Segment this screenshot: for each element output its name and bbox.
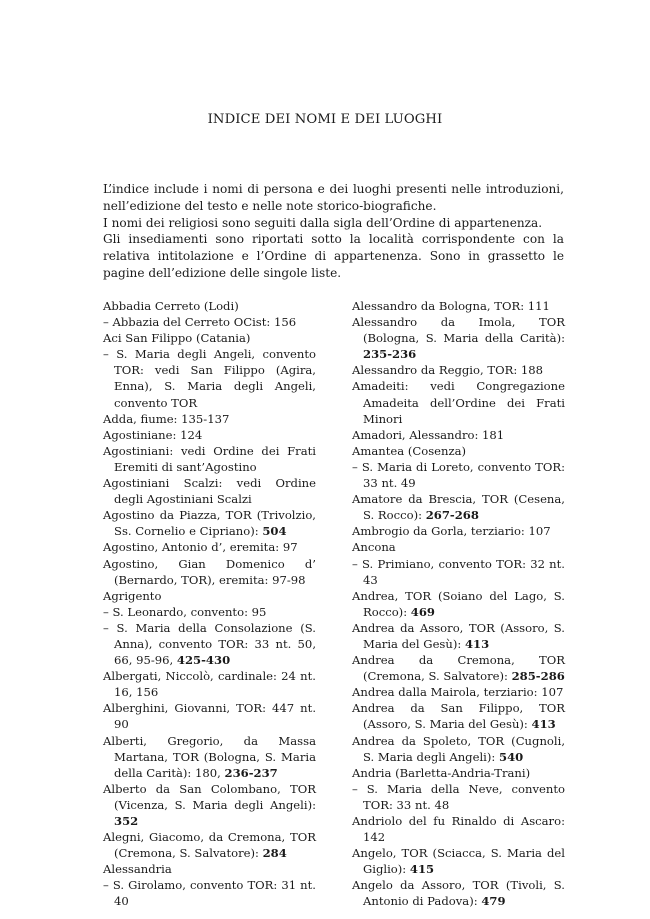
index-entry	[103, 346, 316, 410]
index-entry	[352, 314, 565, 362]
intro-text	[103, 181, 564, 282]
index-entry	[352, 813, 565, 845]
index-entry	[103, 604, 316, 620]
entry-text: Amadori, Alessandro: 181	[352, 427, 505, 442]
index-entry	[352, 765, 565, 781]
entry-text: Agostiniane: 124	[103, 427, 203, 442]
entry-text: Alegni, Giacomo, da Cremona, TOR (Cremona, S. Salvatore):	[103, 830, 316, 861]
index-entry	[352, 362, 565, 378]
entry-text: Amatore da Brescia, TOR (Cesena, S. Rocco):	[352, 492, 565, 523]
entry-edition-pages: 504	[262, 524, 287, 539]
entry-text: Alessandro da Bologna, TOR: 111	[352, 299, 550, 313]
intro-paragraph: Gli insediamenti sono riportati sotto la località corrispondente con la relativa intitolazione e l’Ordine di appartenenza. Sono in grassetto le pagine dell’edizione delle singole liste.	[103, 232, 564, 280]
index-entry	[103, 588, 316, 604]
entry-text: – S. Girolamo, convento TOR: 31 nt. 40	[103, 878, 316, 909]
entry-text: Andriolo del fu Rinaldo di Ascaro: 142	[352, 814, 565, 845]
entry-text: Alberghini, Giovanni, TOR: 447 nt. 90	[103, 701, 316, 732]
index-column-left	[103, 298, 316, 910]
index-entry	[352, 733, 565, 765]
index-entry	[103, 620, 316, 668]
entry-text: Agostiniani Scalzi: vedi Ordine degli Agostiniani Scalzi	[103, 476, 316, 507]
index-entry	[103, 427, 316, 443]
index-entry	[352, 700, 565, 732]
index-entry	[352, 427, 565, 443]
index-entry	[352, 556, 565, 588]
index-entry	[352, 523, 565, 539]
index-entry	[103, 668, 316, 700]
entry-text: – S. Maria di Loreto, convento TOR: 33 nt. 49	[352, 459, 565, 491]
index-entry	[103, 314, 316, 330]
index-column-right	[352, 298, 565, 910]
index-entry	[103, 700, 316, 732]
entry-text: – S. Leonardo, convento: 95	[103, 604, 267, 619]
entry-text: Andrea da San Filippo, TOR (Assoro, S. Maria del Gesù):	[352, 701, 565, 732]
entry-text: Agostino da Piazza, TOR (Trivolzio, Ss. Cornelio e Cipriano):	[103, 508, 316, 539]
index-entry	[103, 539, 316, 555]
index-entry	[103, 475, 316, 507]
entry-text: Andrea, TOR (Soiano del Lago, S. Rocco):	[352, 588, 565, 619]
entry-edition-pages: 285-286	[511, 669, 565, 684]
index-entry	[352, 443, 565, 459]
entry-text: Alessandro da Imola, TOR (Bologna, S. Maria della Carità):	[352, 315, 565, 346]
entry-text: Angelo, TOR (Sciacca, S. Maria del Giglio):	[352, 846, 565, 877]
entry-text: Albergati, Niccolò, cardinale: 24 nt. 16, 156	[103, 669, 316, 700]
entry-text: Agrigento	[103, 588, 162, 603]
entry-text: Alessandro da Reggio, TOR: 188	[352, 363, 544, 378]
entry-text: Andrea da Cremona, TOR (Cremona, S. Salvatore):	[352, 653, 565, 684]
index-entry	[103, 556, 316, 588]
intro-paragraph: I nomi dei religiosi sono seguiti dalla sigla dell’Ordine di appartenenza.	[103, 215, 543, 230]
entry-edition-pages: 540	[499, 749, 524, 764]
entry-edition-pages: 413	[531, 717, 556, 732]
entry-text: Agostiniani: vedi Ordine dei Frati Eremiti di sant’Agostino	[103, 443, 316, 474]
entry-text: Agostino, Gian Domenico d’ (Bernardo, TOR), eremita: 97-98	[103, 556, 316, 587]
index-entry	[352, 298, 565, 314]
entry-edition-pages: 425-430	[176, 653, 231, 668]
entry-text: Andrea da Assoro, TOR (Assoro, S. Maria del Gesù):	[352, 620, 565, 651]
index-entry	[352, 378, 565, 426]
entry-text: – S. Maria della Neve, convento TOR: 33 nt. 48	[352, 781, 565, 812]
entry-text: Amantea (Cosenza)	[352, 443, 467, 458]
entry-text: Andrea da Spoleto, TOR (Cugnoli, S. Maria degli Angeli):	[352, 733, 565, 764]
index-entry	[103, 411, 316, 427]
entry-edition-pages: 415	[409, 862, 435, 877]
index-entry	[352, 588, 565, 620]
entry-text: Ambrogio da Gorla, terziario: 107	[352, 524, 551, 539]
index-entry	[103, 330, 316, 346]
index-entry	[352, 491, 565, 523]
entry-text: Aci San Filippo (Catania)	[103, 331, 251, 346]
entry-edition-pages: 267-268	[425, 508, 479, 523]
entry-edition-pages: 469	[410, 604, 435, 619]
index-entry	[103, 443, 316, 475]
intro-paragraph: L’indice include i nomi di persona e dei luoghi presenti nelle introduzioni, nell’edizione del testo e nelle note storico-biografiche.	[103, 182, 564, 213]
index-entry	[352, 845, 565, 877]
index-entry	[352, 652, 565, 684]
entry-text: – Abbazia del Cerreto OCist: 156	[103, 315, 297, 330]
entry-text: Alessandria	[103, 862, 172, 877]
index-entry	[103, 829, 316, 861]
index-entry	[352, 877, 565, 909]
entry-text: – S. Maria degli Angeli, convento TOR: vedi San Filippo (Agira, Enna), S. Maria degli Angeli, convento TOR	[103, 347, 316, 410]
entry-text: Ancona	[352, 540, 396, 555]
index-entry	[103, 507, 316, 539]
entry-text: Angelo da Assoro, TOR (Tivoli, S. Antonio di Padova):	[352, 878, 565, 909]
index-entry	[352, 539, 565, 555]
entry-edition-pages: 235-236	[363, 347, 417, 362]
entry-text: Alberti, Gregorio, da Massa Martana, TOR (Bologna, S. Maria della Carità): 180,	[103, 733, 316, 780]
entry-text: Andrea dalla Mairola, terziario: 107	[352, 685, 564, 700]
entry-text: Abbadia Cerreto (Lodi)	[103, 299, 239, 313]
entry-edition-pages: 413	[464, 636, 490, 651]
index-entry	[103, 781, 316, 829]
index-entry	[103, 877, 316, 909]
page-title: INDICE DEI NOMI E DEI LUOGHI	[207, 112, 443, 127]
entry-text: Alberto da San Colombano, TOR (Vicenza, S. Maria degli Angeli):	[103, 781, 316, 812]
index-entry	[352, 684, 565, 700]
entry-text: Agostino, Antonio d’, eremita: 97	[103, 540, 298, 555]
entry-edition-pages: 236-237	[224, 765, 278, 780]
entry-edition-pages: 352	[114, 814, 139, 828]
index-entry	[352, 459, 565, 491]
index-entry	[103, 733, 316, 781]
entry-text: Amadeiti: vedi Congregazione Amadeita dell’Ordine dei Frati Minori	[352, 379, 565, 426]
index-entry	[103, 298, 316, 314]
entry-text: – S. Primiano, convento TOR: 32 nt. 43	[352, 556, 565, 587]
index-entry	[352, 620, 565, 652]
index-entry	[352, 781, 565, 813]
entry-text: – S. Maria della Consolazione (S. Anna), convento TOR: 33 nt. 50, 66, 95-96,	[103, 620, 316, 668]
entry-text: Andria (Barletta-Andria-Trani)	[352, 765, 531, 780]
entry-edition-pages: 479	[481, 894, 506, 909]
index-entry	[103, 861, 316, 877]
entry-edition-pages: 284	[262, 846, 287, 861]
entry-text: Adda, fiume: 135-137	[103, 411, 230, 426]
